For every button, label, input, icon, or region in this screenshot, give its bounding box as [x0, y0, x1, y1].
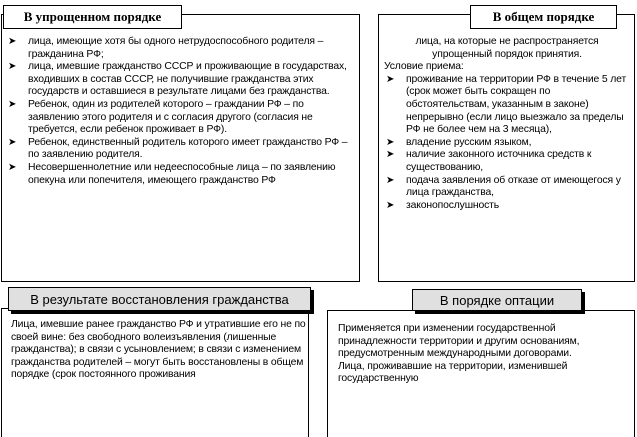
list-item: ➤ проживание на территории РФ в течение 5 лет (срок может быть сокращен по обстоятельствам, указанным в законе) непрерывно (если лицо выезжало за пределы РФ не более чем на 3 месяца), — [386, 73, 627, 136]
arrow-bullet-icon: ➤ — [8, 136, 17, 148]
arrow-bullet-icon: ➤ — [386, 174, 395, 186]
list-item: ➤ Ребенок, единственный родитель которого имеет гражданство РФ – по заявлению родителя. — [8, 136, 348, 161]
list-item: ➤ подача заявления об отказе от имеющегося у лица гражданства, — [386, 174, 621, 199]
general-order-title: В общем порядке — [470, 5, 617, 29]
arrow-bullet-icon: ➤ — [8, 61, 17, 73]
arrow-bullet-icon: ➤ — [386, 136, 395, 148]
list-item: ➤ наличие законного источника средств к существованию, — [386, 149, 592, 173]
restoration-title: В результате восстановления гражданства — [8, 287, 311, 311]
optation-title: В порядке оптации — [412, 289, 582, 311]
list-item: ➤ владение русским языком, — [386, 136, 532, 148]
restoration-text: Лица, имевшие ранее гражданство РФ и утратившие его не по своей вине: без свободного волеизъявления (лишенные гражданства); в связи с усыновлением; в связи с изменением гражданства родителей – могут быть восстановлены в общем порядке (срок постоянного проживания — [11, 319, 306, 381]
arrow-bullet-icon: ➤ — [386, 149, 395, 161]
list-item: ➤ лица, имеющие хотя бы одного нетрудоспособного родителя – гражданина РФ; — [8, 36, 324, 60]
arrow-bullet-icon: ➤ — [386, 73, 395, 85]
arrow-bullet-icon: ➤ — [8, 36, 17, 47]
simplified-order-list — [6, 36, 356, 187]
general-order-conditions-label: Условие приема: — [384, 61, 464, 73]
list-item: ➤ лица, имевшие гражданство СССР и проживающие в государствах, входивших в состав СССР, не получившие гражданства этих государств и оставшиеся в результате лицами без гражданства. — [8, 61, 347, 98]
optation-text: Применяется при изменении государственной принадлежности территории и другим основаниям, предусмотренным международными договорами. Лица, проживавшие на территории, изменившей государственную — [338, 323, 580, 385]
list-item: ➤ законопослушность — [386, 199, 500, 211]
arrow-bullet-icon: ➤ — [8, 98, 17, 110]
arrow-bullet-icon: ➤ — [386, 199, 395, 211]
list-item: ➤ Несовершеннолетние или недееспособные лица – по заявлению опекуна или попечителя, имеющего гражданство РФ — [8, 161, 336, 186]
simplified-order-title: В упрощенном порядке — [3, 5, 182, 29]
general-order-intro: лица, на которые не распространяется упрощенный порядок принятия. — [415, 36, 599, 60]
arrow-bullet-icon: ➤ — [8, 161, 17, 173]
general-order-list — [384, 36, 630, 212]
list-item: ➤ Ребенок, один из родителей которого – граждании РФ – по заявлению этого родителя и с согласия другого (согласия не требуется, если ребенок проживает в РФ). — [8, 98, 313, 136]
